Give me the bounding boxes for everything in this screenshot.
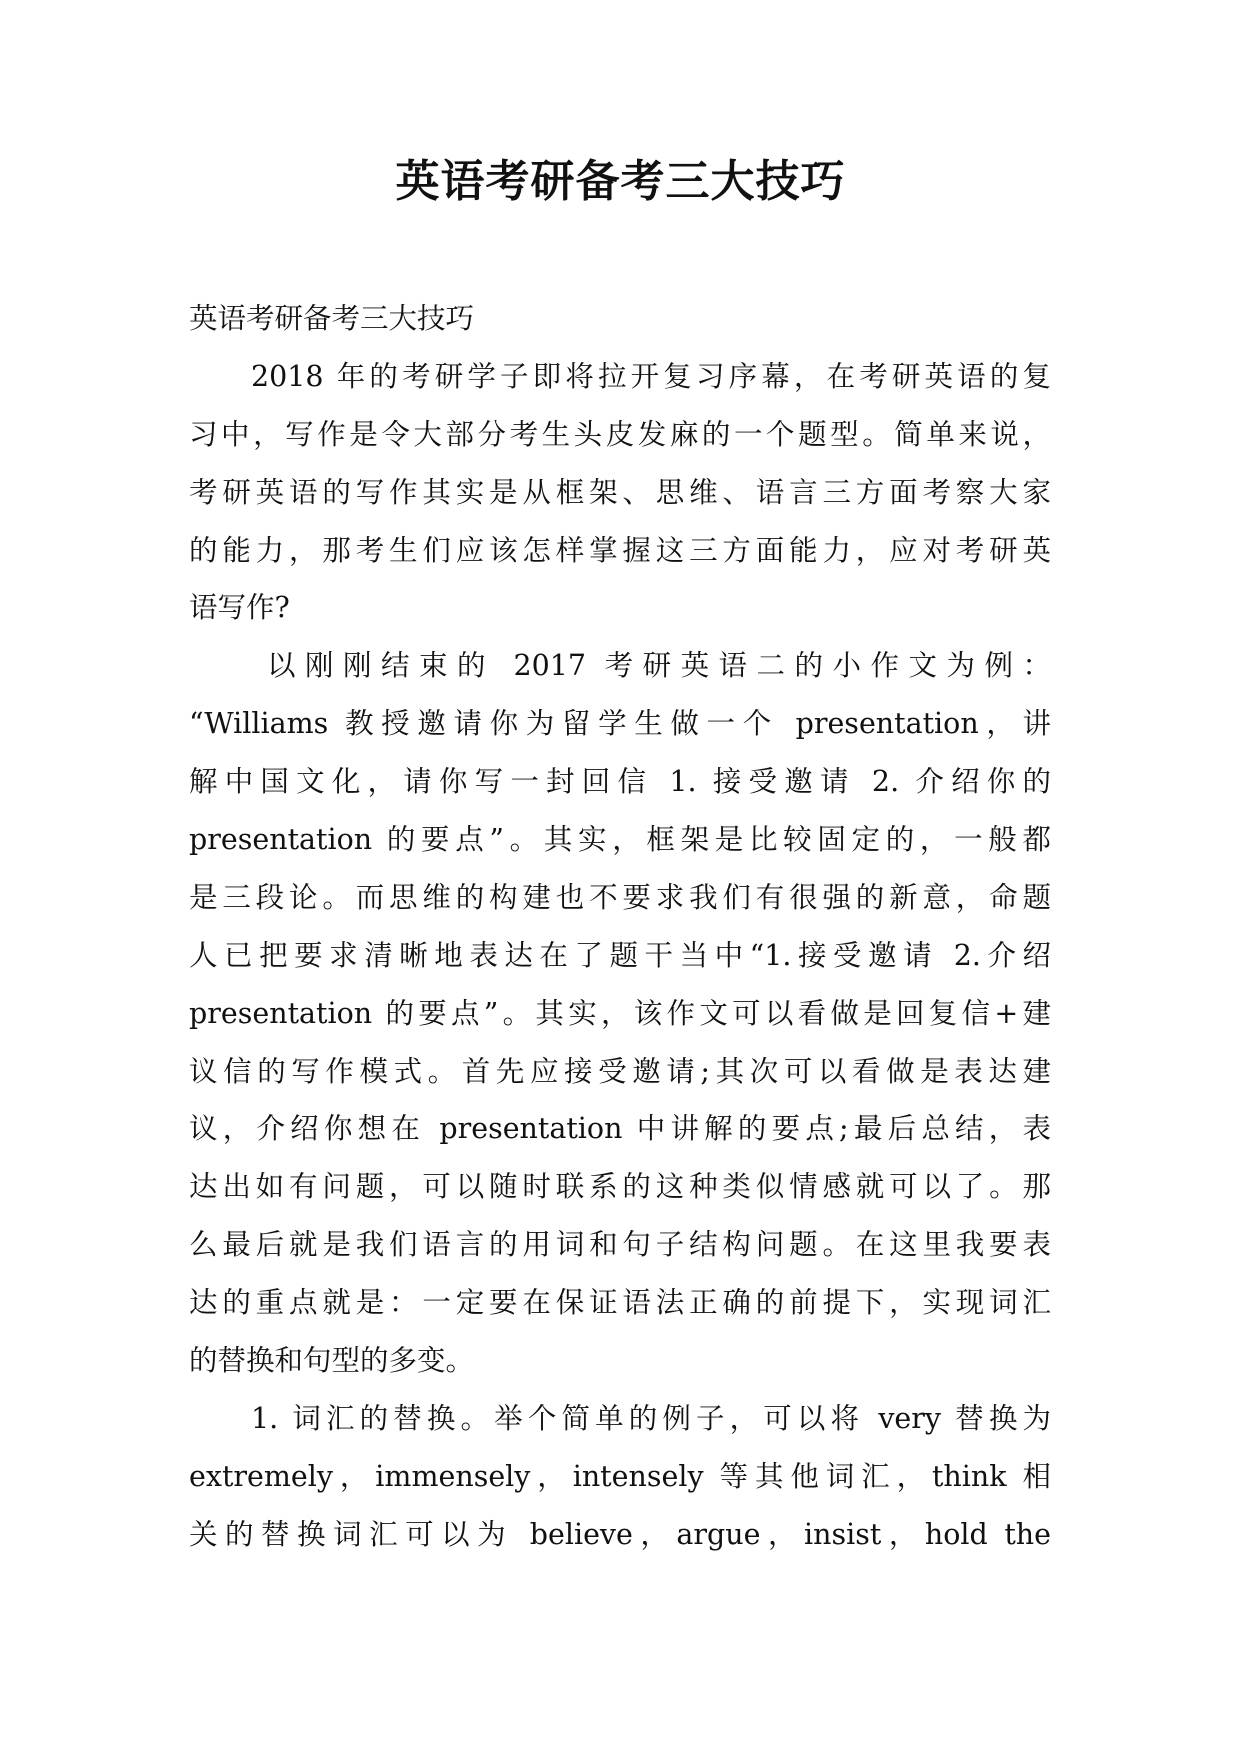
paragraph-line: 是三段论。而思维的构建也不要求我们有很强的新意，命题: [189, 880, 1051, 914]
paragraph-line: 2018 年的考研学子即将拉开复习序幕，在考研英语的复: [251, 359, 1051, 393]
paragraph-line: 关的替换词汇可以为 believe，argue，insist，hold the: [189, 1517, 1051, 1551]
paragraph-line: 1. 词汇的替换。举个简单的例子，可以将 very 替换为: [251, 1401, 1051, 1435]
document-title: 英语考研备考三大技巧: [395, 156, 846, 207]
paragraph-line: 议信的写作模式。首先应接受邀请;其次可以看做是表达建: [189, 1054, 1051, 1088]
paragraph-line: 么最后就是我们语言的用词和句子结构问题。在这里我要表: [189, 1228, 1051, 1262]
paragraph-line: 议，介绍你想在 presentation 中讲解的要点;最后总结，表: [189, 1112, 1051, 1146]
paragraph-line: 习中，写作是令大部分考生头皮发麻的一个题型。简单来说，: [189, 417, 1051, 451]
paragraph-line: “Williams 教授邀请你为留学生做一个 presentation，讲: [189, 707, 1051, 741]
paragraph-line: presentation 的要点”。其实，该作文可以看做是回复信+建: [189, 996, 1051, 1030]
paragraph-line: 达的重点就是：一定要在保证语法正确的前提下，实现词汇: [189, 1286, 1051, 1320]
paragraph-line: 人已把要求清晰地表达在了题干当中“1.接受邀请 2.介绍: [189, 938, 1051, 972]
document-body: [189, 290, 1051, 1564]
paragraph-line: 达出如有问题，可以随时联系的这种类似情感就可以了。那: [189, 1170, 1051, 1204]
paragraph-line: 以刚刚结束的 2017 考研英语二的小作文为例：: [267, 649, 1051, 683]
paragraph-line: presentation 的要点”。其实，框架是比较固定的，一般都: [189, 823, 1051, 857]
subtitle-line: 英语考研备考三大技巧: [189, 302, 475, 335]
paragraph-line: 考研英语的写作其实是从框架、思维、语言三方面考察大家: [189, 475, 1051, 509]
paragraph-line: 语写作?: [189, 591, 290, 625]
paragraph-line: 的替换和句型的多变。: [189, 1344, 475, 1378]
paragraph-line: 解中国文化，请你写一封回信 1. 接受邀请 2. 介绍你的: [189, 765, 1051, 799]
paragraph-line: extremely，immensely，intensely 等其他词汇，think 相: [189, 1459, 1051, 1493]
paragraph-line: 的能力，那考生们应该怎样掌握这三方面能力，应对考研英: [189, 533, 1051, 567]
